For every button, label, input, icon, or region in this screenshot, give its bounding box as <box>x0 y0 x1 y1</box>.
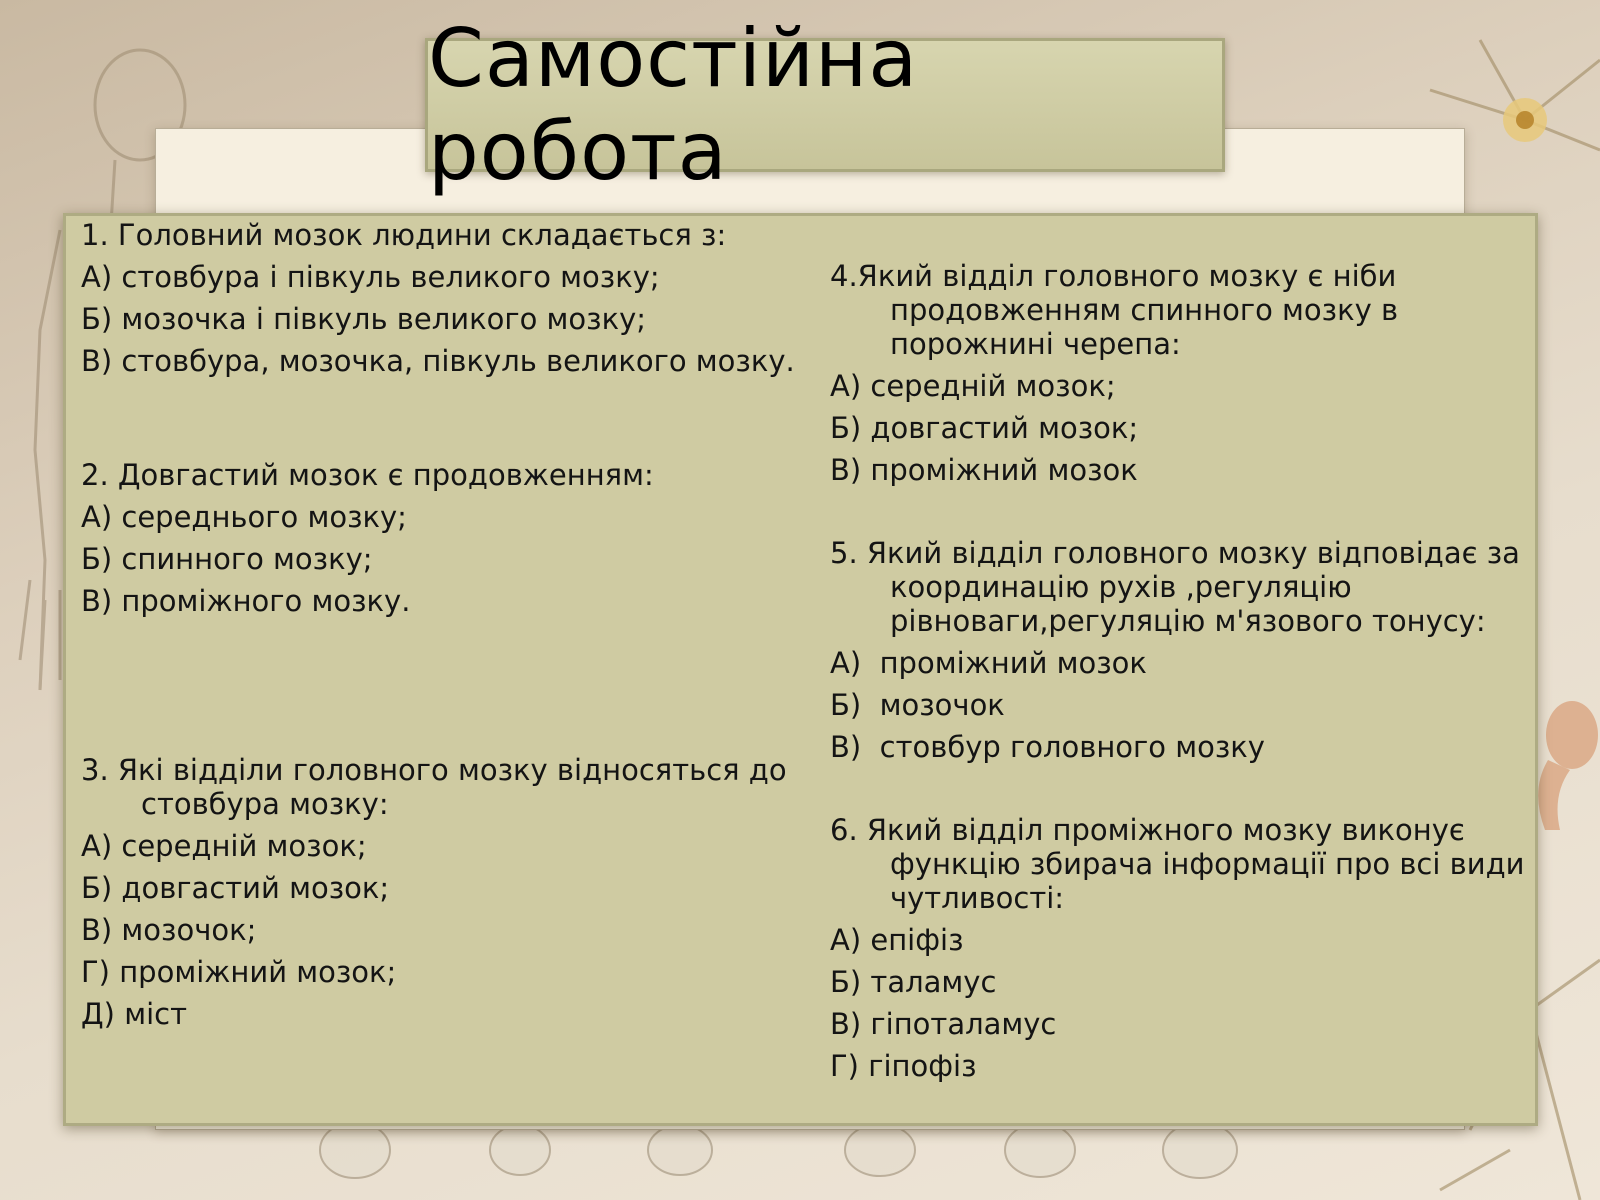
answer-option: А) стовбура і півкуль великого мозку; <box>81 260 660 294</box>
answer-option: В) гіпоталамус <box>830 1007 1057 1041</box>
answer-option: А) середнього мозку; <box>81 500 407 534</box>
questions-panel <box>63 213 1538 1126</box>
answer-option: Г) проміжний мозок; <box>81 955 397 989</box>
answer-option: В) проміжний мозок <box>830 453 1138 487</box>
question-text: 2. Довгастий мозок є продовженням: <box>81 458 654 492</box>
cochlea-sketch-icon <box>1538 701 1598 830</box>
question-text: 4.Який відділ головного мозку є ніби продовженням спинного мозку в порожнині черепа: <box>830 259 1399 361</box>
answer-option: В) стовбура, мозочка, півкуль великого мозку. <box>81 344 795 378</box>
question-text: 5. Який відділ головного мозку відповідає за координацію рухів ,регуляцію рівноваги,регуляцію м'язового тонусу: <box>830 536 1520 638</box>
answer-option: А) середній мозок; <box>81 829 367 863</box>
answer-option: А) проміжний мозок <box>830 646 1147 680</box>
answer-option: А) середній мозок; <box>830 369 1116 403</box>
answer-option: Б) довгастий мозок; <box>830 411 1139 445</box>
question-1 <box>81 218 816 378</box>
answer-option: Б) довгастий мозок; <box>81 871 390 905</box>
answer-option: Д) міст <box>81 997 187 1031</box>
question-text: 6. Який відділ проміжного мозку виконує функцію збирача інформації про всі види чутливості: <box>830 813 1525 915</box>
title-box <box>425 12 1225 198</box>
answer-option: Б) спинного мозку; <box>81 542 373 576</box>
answer-option: Б) таламус <box>830 965 997 999</box>
answer-option: Б) мозочок <box>830 688 1005 722</box>
answer-option: А) епіфіз <box>830 923 964 957</box>
question-3 <box>81 753 816 1035</box>
answer-option: Г) гіпофіз <box>830 1049 977 1083</box>
question-text: 3. Які відділи головного мозку відносяться до стовбура мозку: <box>81 753 787 821</box>
answer-option: Б) мозочка і півкуль великого мозку; <box>81 302 647 336</box>
answer-option: В) мозочок; <box>81 913 257 947</box>
answer-option: В) проміжного мозку. <box>81 584 411 618</box>
skull-row-sketch-icon <box>320 1122 1237 1178</box>
slide-title: Самостійна робота <box>428 12 919 198</box>
question-6 <box>830 813 1530 1087</box>
question-4 <box>830 259 1530 491</box>
answer-option: В) стовбур головного мозку <box>830 730 1265 764</box>
question-2 <box>81 458 816 622</box>
question-5 <box>830 536 1530 768</box>
question-text: 1. Головний мозок людини складається з: <box>81 218 727 252</box>
